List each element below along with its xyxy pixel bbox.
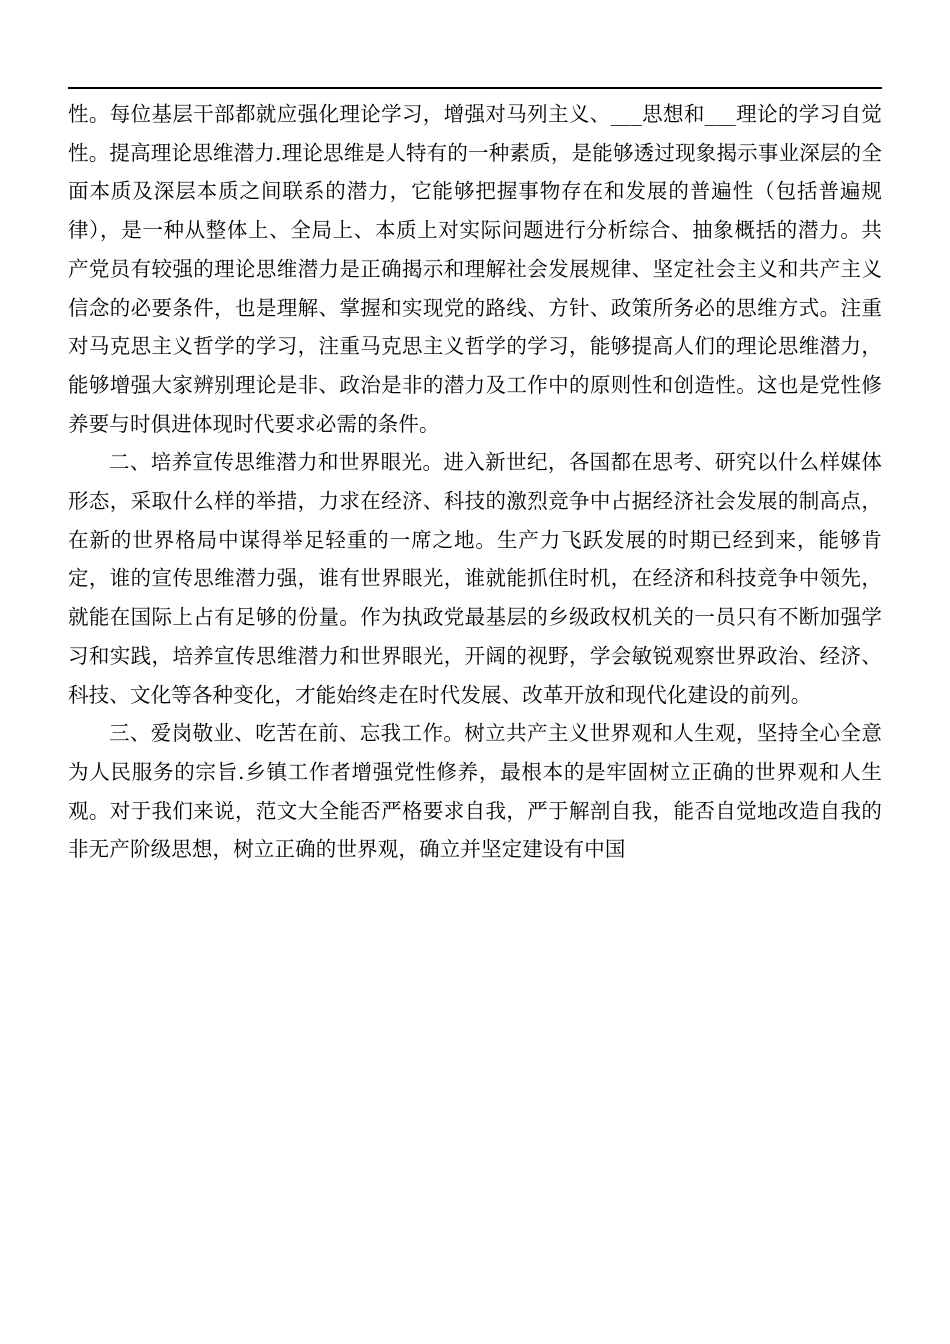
paragraph-2: 二、培养宣传思维潜力和世界眼光。进入新世纪，各国都在思考、研究以什么样媒体形态，采取什么样的举措，力求在经济、科技的激烈竞争中占据经济社会发展的制高点，在新的世界格局中谋得举足轻重的一席之地。生产力飞跃发展的时期已经到来，能够肯定，谁的宣传思维潜力强，谁有世界眼光，谁就能抓住时机，在经济和科技竞争中领先，就能在国际上占有足够的份量。作为执政党最基层的乡级政权机关的一员只有不断加强学习和实践，培养宣传思维潜力和世界眼光，开阔的视野，学会敏锐观察世界政治、经济、科技、文化等各种变化，才能始终走在时代发展、改革开放和现代化建设的前列。 bbox=[68, 450, 882, 707]
paragraph-1: 性。每位基层干部都就应强化理论学习，增强对马列主义、___思想和___理论的学习自觉性。提高理论思维潜力.理论思维是人特有的一种素质，是能够透过现象揭示事业深层的全面本质及深层本质之间联系的潜力，它能够把握事物存在和发展的普遍性（包括普遍规律），是一种从整体上、全局上、本质上对实际问题进行分析综合、抽象概括的潜力。共产党员有较强的理论思维潜力是正确揭示和理解社会发展规律、坚定社会主义和共产主义信念的必要条件，也是理解、掌握和实现党的路线、方针、政策所务必的思维方式。注重对马克思主义哲学的学习，注重马克思主义哲学的学习，能够提高人们的理论思维潜力，能够增强大家辨别理论是非、政治是非的潜力及工作中的原则性和创造性。这也是党性修养要与时俱进体现时代要求必需的条件。 bbox=[68, 102, 882, 436]
header-rule bbox=[68, 87, 882, 89]
body-text bbox=[68, 95, 882, 869]
paragraph-3: 三、爱岗敬业、吃苦在前、忘我工作。树立共产主义世界观和人生观，坚持全心全意为人民服务的宗旨.乡镇工作者增强党性修养，最根本的是牢固树立正确的世界观和人生观。对于我们来说，范文大全能否严格要求自我，严于解剖自我，能否自觉地改造自我的非无产阶级思想，树立正确的世界观，确立并坚定建设有中国 bbox=[68, 721, 882, 862]
